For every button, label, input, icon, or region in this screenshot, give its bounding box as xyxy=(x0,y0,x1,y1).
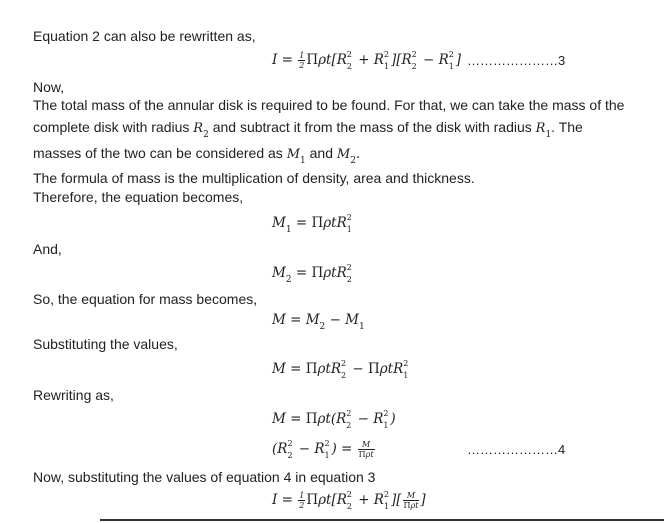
total-mass-line-2c: . The xyxy=(551,119,583,135)
masses-line-a: masses of the two can be considered as xyxy=(33,145,283,161)
substituting-text: Substituting the values, xyxy=(33,336,178,352)
radius-r2: $R_2$ xyxy=(193,121,209,140)
therefore-text: Therefore, the equation becomes, xyxy=(33,189,244,205)
equation-4: (R 2 2 − R 2 1 ) = $\frac{M}{\text{Πρt}}$ xyxy=(272,439,374,460)
equation-m-factored: M = Πρt(R 2 2 − R 2 1 ) xyxy=(272,409,396,430)
now-text: Now, xyxy=(33,79,65,95)
total-mass-line-2a: complete disk with radius xyxy=(33,119,190,135)
masses-line xyxy=(33,144,360,165)
equation-m-difference: $M = M_2 - M_1$ xyxy=(272,312,365,332)
total-mass-line-1: The total mass of the annular disk is required to be found. For that, we can take the mass of the xyxy=(33,97,625,113)
equation-4-reference: …………………4 xyxy=(467,442,566,457)
radius-r1: $R_1$ xyxy=(535,121,552,140)
equation-m1: $M_1 = \Pi\rho tR$ 2 1 xyxy=(272,213,352,235)
equation-3: I = $\frac{1}{2}$ Πρt[R 2 2 + R 2 1 ][R 2 2 − R 2 1 ] xyxy=(272,50,462,71)
total-mass-line-2b: and subtract it from the mass of the disk with radius xyxy=(212,119,532,135)
mass-m2: $M_2$. xyxy=(336,147,361,166)
now-substituting-text: Now, substituting the values of equation 4 in equation 3 xyxy=(33,469,376,485)
equation-m2: $M_2 = \Pi\rho tR$ 2 2 xyxy=(272,263,352,285)
masses-and: and xyxy=(309,145,333,161)
rewriting-text: Rewriting as, xyxy=(33,387,114,403)
so-text: So, the equation for mass becomes, xyxy=(33,291,258,307)
equation-final: I = $\frac{1}{2}$ Πρt[R 2 2 + R 2 1 ][ $\frac{M}{\text{Πρt}}$ ] xyxy=(272,490,426,511)
total-mass-line-2 xyxy=(33,118,583,139)
intro-text: Equation 2 can also be rewritten as, xyxy=(33,28,256,44)
bottom-divider xyxy=(100,519,664,521)
equation-m-substituted: M = ΠρtR 2 2 − ΠρtR 2 1 xyxy=(272,359,409,380)
and-text: And, xyxy=(33,241,62,257)
mass-m1: $M_1$ xyxy=(286,147,306,166)
equation-3-reference: …………………3 xyxy=(467,53,566,68)
formula-text: The formula of mass is the multiplication of density, area and thickness. xyxy=(33,170,475,186)
